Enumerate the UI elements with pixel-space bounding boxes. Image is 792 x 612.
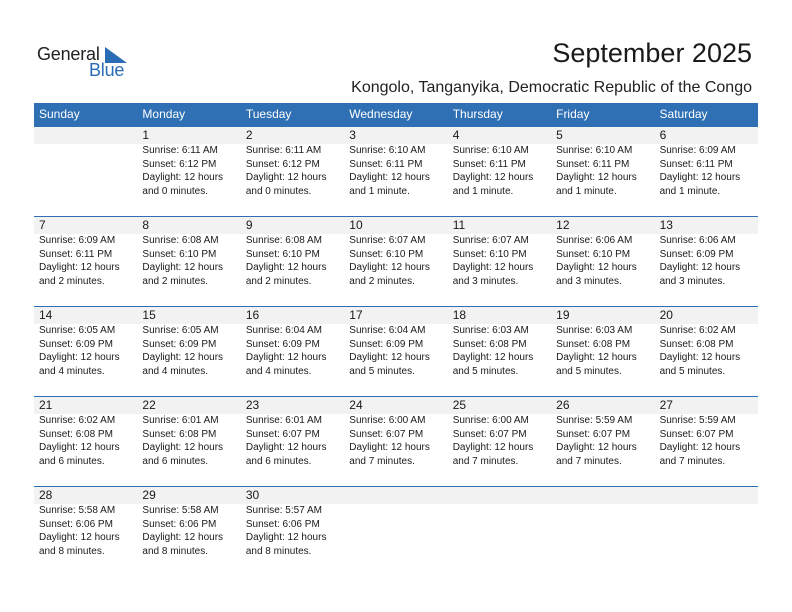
sunset-text: Sunset: 6:09 PM bbox=[245, 338, 320, 350]
sunset-text: Sunset: 6:07 PM bbox=[452, 428, 527, 440]
daylight-minutes-text: and 2 minutes. bbox=[245, 275, 312, 287]
sunrise-text: Sunrise: 6:11 AM bbox=[245, 145, 322, 156]
daylight-minutes-text: and 6 minutes. bbox=[39, 455, 105, 467]
sunset-text: Sunset: 6:12 PM bbox=[245, 158, 320, 170]
weekday-header bbox=[34, 103, 758, 126]
sunrise-text: Sunrise: 5:59 AM bbox=[659, 415, 736, 426]
sunrise-text: Sunrise: 6:02 AM bbox=[39, 415, 116, 426]
day-cell bbox=[344, 127, 447, 216]
sunrise-text: Sunrise: 6:08 AM bbox=[245, 235, 322, 246]
daylight-minutes-text: and 2 minutes. bbox=[39, 275, 105, 287]
sunrise-text: Sunrise: 6:04 AM bbox=[245, 325, 322, 336]
sunrise-text: Sunrise: 5:57 AM bbox=[245, 505, 322, 516]
day-number: 16 bbox=[245, 308, 260, 322]
sunrise-text: Sunrise: 6:07 AM bbox=[349, 235, 426, 246]
sunset-text: Sunset: 6:08 PM bbox=[39, 428, 113, 440]
sunset-text: Sunset: 6:10 PM bbox=[142, 248, 217, 260]
day-number: 13 bbox=[659, 218, 673, 232]
daylight-text: Daylight: 12 hours bbox=[556, 442, 637, 454]
day-cell bbox=[551, 307, 654, 396]
sunrise-text: Sunrise: 6:02 AM bbox=[659, 325, 736, 336]
day-number: 11 bbox=[452, 218, 466, 232]
day-cell bbox=[241, 127, 344, 216]
sunrise-text: Sunrise: 6:06 AM bbox=[659, 235, 736, 246]
day-number: 7 bbox=[39, 218, 46, 232]
day-number: 18 bbox=[452, 308, 467, 322]
weekday-monday: Monday bbox=[142, 107, 186, 121]
day-cell bbox=[655, 127, 758, 216]
daylight-minutes-text: and 8 minutes. bbox=[245, 545, 312, 557]
sunrise-text: Sunrise: 6:00 AM bbox=[452, 415, 529, 426]
daylight-minutes-text: and 6 minutes. bbox=[142, 455, 209, 467]
day-number: 29 bbox=[142, 488, 156, 502]
daylight-minutes-text: and 0 minutes. bbox=[142, 185, 209, 197]
week-row bbox=[34, 126, 758, 216]
day-number: 5 bbox=[556, 128, 563, 142]
day-number: 21 bbox=[39, 398, 53, 412]
day-cell bbox=[448, 307, 551, 396]
weekday-friday: Friday bbox=[556, 107, 590, 121]
daylight-text: Daylight: 12 hours bbox=[39, 442, 120, 454]
daylight-minutes-text: and 7 minutes. bbox=[556, 455, 622, 467]
sunset-text: Sunset: 6:06 PM bbox=[142, 518, 217, 530]
day-number: 19 bbox=[556, 308, 570, 322]
sunset-text: Sunset: 6:11 PM bbox=[39, 248, 113, 260]
daylight-text: Daylight: 12 hours bbox=[349, 442, 430, 454]
daylight-text: Daylight: 12 hours bbox=[452, 442, 534, 454]
day-cell bbox=[448, 127, 551, 216]
daylight-minutes-text: and 7 minutes. bbox=[452, 455, 519, 467]
week-row bbox=[34, 486, 758, 576]
daylight-minutes-text: and 0 minutes. bbox=[245, 185, 312, 197]
day-cell bbox=[448, 217, 551, 306]
day-number: 26 bbox=[556, 398, 570, 412]
daylight-text: Daylight: 12 hours bbox=[245, 172, 327, 184]
daylight-text: Daylight: 12 hours bbox=[452, 172, 534, 184]
sunrise-text: Sunrise: 6:03 AM bbox=[452, 325, 529, 336]
sunset-text: Sunset: 6:08 PM bbox=[452, 338, 527, 350]
sunset-text: Sunset: 6:07 PM bbox=[349, 428, 424, 440]
daylight-text: Daylight: 12 hours bbox=[142, 262, 224, 274]
sunset-text: Sunset: 6:07 PM bbox=[245, 428, 320, 440]
day-cell bbox=[655, 307, 758, 396]
sunrise-text: Sunrise: 6:03 AM bbox=[556, 325, 633, 336]
day-cell bbox=[137, 307, 240, 396]
day-number: 17 bbox=[349, 308, 363, 322]
daylight-minutes-text: and 3 minutes. bbox=[452, 275, 519, 287]
daylight-text: Daylight: 12 hours bbox=[659, 352, 741, 364]
day-number: 10 bbox=[349, 218, 363, 232]
logo bbox=[37, 42, 137, 82]
day-number: 30 bbox=[245, 488, 260, 502]
day-number: 2 bbox=[245, 128, 253, 142]
daylight-minutes-text: and 7 minutes. bbox=[659, 455, 726, 467]
sunset-text: Sunset: 6:11 PM bbox=[349, 158, 423, 170]
day-number: 20 bbox=[659, 308, 673, 322]
daylight-text: Daylight: 12 hours bbox=[142, 532, 224, 544]
daylight-text: Daylight: 12 hours bbox=[142, 352, 224, 364]
sunset-text: Sunset: 6:06 PM bbox=[39, 518, 113, 530]
daylight-minutes-text: and 1 minute. bbox=[556, 185, 617, 197]
day-cell bbox=[241, 307, 344, 396]
sunset-text: Sunset: 6:12 PM bbox=[142, 158, 217, 170]
daylight-minutes-text: and 6 minutes. bbox=[245, 455, 312, 467]
sunrise-text: Sunrise: 6:08 AM bbox=[142, 235, 219, 246]
empty-day-cell bbox=[448, 487, 551, 576]
daylight-minutes-text: and 2 minutes. bbox=[142, 275, 209, 287]
sunrise-text: Sunrise: 6:01 AM bbox=[245, 415, 322, 426]
sunset-text: Sunset: 6:10 PM bbox=[452, 248, 527, 260]
day-cell bbox=[34, 307, 137, 396]
day-number: 14 bbox=[39, 308, 53, 322]
sunset-text: Sunset: 6:11 PM bbox=[452, 158, 526, 170]
day-cell bbox=[241, 487, 344, 576]
day-cell bbox=[34, 397, 137, 486]
logo-text-general: General bbox=[37, 44, 100, 64]
day-cell bbox=[241, 397, 344, 486]
daylight-text: Daylight: 12 hours bbox=[349, 262, 430, 274]
sunrise-text: Sunrise: 5:58 AM bbox=[142, 505, 219, 516]
daylight-minutes-text: and 3 minutes. bbox=[659, 275, 726, 287]
day-number: 25 bbox=[452, 398, 467, 412]
daylight-minutes-text: and 3 minutes. bbox=[556, 275, 622, 287]
sunrise-text: Sunrise: 6:10 AM bbox=[349, 145, 426, 156]
weekday-wednesday: Wednesday bbox=[349, 107, 413, 121]
daylight-text: Daylight: 12 hours bbox=[556, 352, 637, 364]
daylight-minutes-text: and 5 minutes. bbox=[659, 365, 726, 377]
sunset-text: Sunset: 6:10 PM bbox=[556, 248, 631, 260]
day-cell bbox=[655, 217, 758, 306]
day-cell bbox=[137, 217, 240, 306]
daylight-minutes-text: and 1 minute. bbox=[452, 185, 514, 197]
sunrise-text: Sunrise: 6:05 AM bbox=[142, 325, 219, 336]
daylight-minutes-text: and 8 minutes. bbox=[142, 545, 209, 557]
daylight-text: Daylight: 12 hours bbox=[452, 352, 534, 364]
daylight-text: Daylight: 12 hours bbox=[659, 262, 741, 274]
day-cell bbox=[344, 307, 447, 396]
day-number: 27 bbox=[659, 398, 673, 412]
daylight-minutes-text: and 7 minutes. bbox=[349, 455, 415, 467]
week-row bbox=[34, 216, 758, 306]
sunrise-text: Sunrise: 6:05 AM bbox=[39, 325, 116, 336]
sunset-text: Sunset: 6:11 PM bbox=[659, 158, 733, 170]
week-row bbox=[34, 306, 758, 396]
empty-day-cell bbox=[551, 487, 654, 576]
day-cell bbox=[344, 397, 447, 486]
weekday-tuesday: Tuesday bbox=[245, 107, 292, 121]
weekday-saturday: Saturday bbox=[659, 107, 708, 121]
sunrise-text: Sunrise: 6:01 AM bbox=[142, 415, 219, 426]
logo-text-blue: Blue bbox=[89, 60, 125, 80]
daylight-text: Daylight: 12 hours bbox=[556, 172, 637, 184]
day-cell bbox=[137, 487, 240, 576]
day-number: 28 bbox=[39, 488, 53, 502]
sunset-text: Sunset: 6:08 PM bbox=[556, 338, 631, 350]
daylight-minutes-text: and 4 minutes. bbox=[245, 365, 312, 377]
sunrise-text: Sunrise: 6:09 AM bbox=[39, 235, 116, 246]
day-number: 22 bbox=[142, 398, 156, 412]
day-cell bbox=[137, 127, 240, 216]
sunrise-text: Sunrise: 6:10 AM bbox=[452, 145, 529, 156]
sunset-text: Sunset: 6:09 PM bbox=[659, 248, 734, 260]
empty-day-cell bbox=[344, 487, 447, 576]
day-cell bbox=[655, 397, 758, 486]
sunrise-text: Sunrise: 6:04 AM bbox=[349, 325, 426, 336]
day-cell bbox=[241, 217, 344, 306]
daylight-minutes-text: and 5 minutes. bbox=[556, 365, 622, 377]
sunset-text: Sunset: 6:08 PM bbox=[659, 338, 734, 350]
day-cell bbox=[34, 487, 137, 576]
empty-day-cell bbox=[34, 127, 137, 216]
daylight-text: Daylight: 12 hours bbox=[39, 262, 120, 274]
daylight-minutes-text: and 1 minute. bbox=[659, 185, 721, 197]
sunset-text: Sunset: 6:09 PM bbox=[142, 338, 217, 350]
empty-day-cell bbox=[655, 487, 758, 576]
sunset-text: Sunset: 6:10 PM bbox=[245, 248, 320, 260]
day-cell bbox=[137, 397, 240, 486]
daylight-text: Daylight: 12 hours bbox=[39, 532, 120, 544]
daylight-text: Daylight: 12 hours bbox=[245, 352, 327, 364]
daylight-minutes-text: and 5 minutes. bbox=[349, 365, 415, 377]
daylight-text: Daylight: 12 hours bbox=[39, 352, 120, 364]
day-cell bbox=[344, 217, 447, 306]
day-number: 15 bbox=[142, 308, 156, 322]
sunrise-text: Sunrise: 6:09 AM bbox=[659, 145, 736, 156]
day-number: 23 bbox=[245, 398, 260, 412]
day-cell bbox=[551, 127, 654, 216]
sunset-text: Sunset: 6:07 PM bbox=[659, 428, 734, 440]
sunrise-text: Sunrise: 5:59 AM bbox=[556, 415, 633, 426]
day-number: 1 bbox=[142, 128, 150, 142]
day-cell bbox=[34, 217, 137, 306]
week-row bbox=[34, 396, 758, 486]
sunset-text: Sunset: 6:08 PM bbox=[142, 428, 217, 440]
daylight-minutes-text: and 8 minutes. bbox=[39, 545, 105, 557]
daylight-text: Daylight: 12 hours bbox=[245, 442, 327, 454]
daylight-text: Daylight: 12 hours bbox=[245, 262, 327, 274]
sunrise-text: Sunrise: 5:58 AM bbox=[39, 505, 116, 516]
day-number: 12 bbox=[556, 218, 570, 232]
day-number: 3 bbox=[349, 128, 356, 142]
daylight-minutes-text: and 2 minutes. bbox=[349, 275, 415, 287]
day-number: 4 bbox=[452, 128, 460, 142]
sunset-text: Sunset: 6:07 PM bbox=[556, 428, 631, 440]
sunrise-text: Sunrise: 6:07 AM bbox=[452, 235, 529, 246]
weekday-thursday: Thursday bbox=[452, 107, 503, 121]
day-number: 24 bbox=[349, 398, 363, 412]
day-cell bbox=[551, 397, 654, 486]
day-number: 9 bbox=[245, 218, 253, 232]
daylight-text: Daylight: 12 hours bbox=[349, 172, 430, 184]
page-title: September 2025 bbox=[552, 38, 752, 68]
day-number: 6 bbox=[659, 128, 667, 142]
daylight-text: Daylight: 12 hours bbox=[349, 352, 430, 364]
location-subtitle: Kongolo, Tanganyika, Democratic Republic of the Congo bbox=[351, 79, 752, 96]
sunrise-text: Sunrise: 6:00 AM bbox=[349, 415, 426, 426]
day-cell bbox=[448, 397, 551, 486]
sunrise-text: Sunrise: 6:06 AM bbox=[556, 235, 633, 246]
daylight-text: Daylight: 12 hours bbox=[659, 442, 741, 454]
sunset-text: Sunset: 6:10 PM bbox=[349, 248, 424, 260]
daylight-text: Daylight: 12 hours bbox=[245, 532, 327, 544]
daylight-text: Daylight: 12 hours bbox=[659, 172, 741, 184]
sunset-text: Sunset: 6:09 PM bbox=[349, 338, 424, 350]
day-cell bbox=[551, 217, 654, 306]
daylight-minutes-text: and 4 minutes. bbox=[142, 365, 209, 377]
daylight-text: Daylight: 12 hours bbox=[556, 262, 637, 274]
daylight-text: Daylight: 12 hours bbox=[142, 442, 224, 454]
sunrise-text: Sunrise: 6:11 AM bbox=[142, 145, 218, 156]
weekday-sunday: Sunday bbox=[39, 107, 80, 121]
daylight-text: Daylight: 12 hours bbox=[142, 172, 224, 184]
daylight-minutes-text: and 1 minute. bbox=[349, 185, 410, 197]
sunset-text: Sunset: 6:11 PM bbox=[556, 158, 630, 170]
sunrise-text: Sunrise: 6:10 AM bbox=[556, 145, 633, 156]
daylight-text: Daylight: 12 hours bbox=[452, 262, 534, 274]
daylight-minutes-text: and 5 minutes. bbox=[452, 365, 519, 377]
day-number: 8 bbox=[142, 218, 150, 232]
sunset-text: Sunset: 6:09 PM bbox=[39, 338, 113, 350]
sunset-text: Sunset: 6:06 PM bbox=[245, 518, 320, 530]
daylight-minutes-text: and 4 minutes. bbox=[39, 365, 105, 377]
